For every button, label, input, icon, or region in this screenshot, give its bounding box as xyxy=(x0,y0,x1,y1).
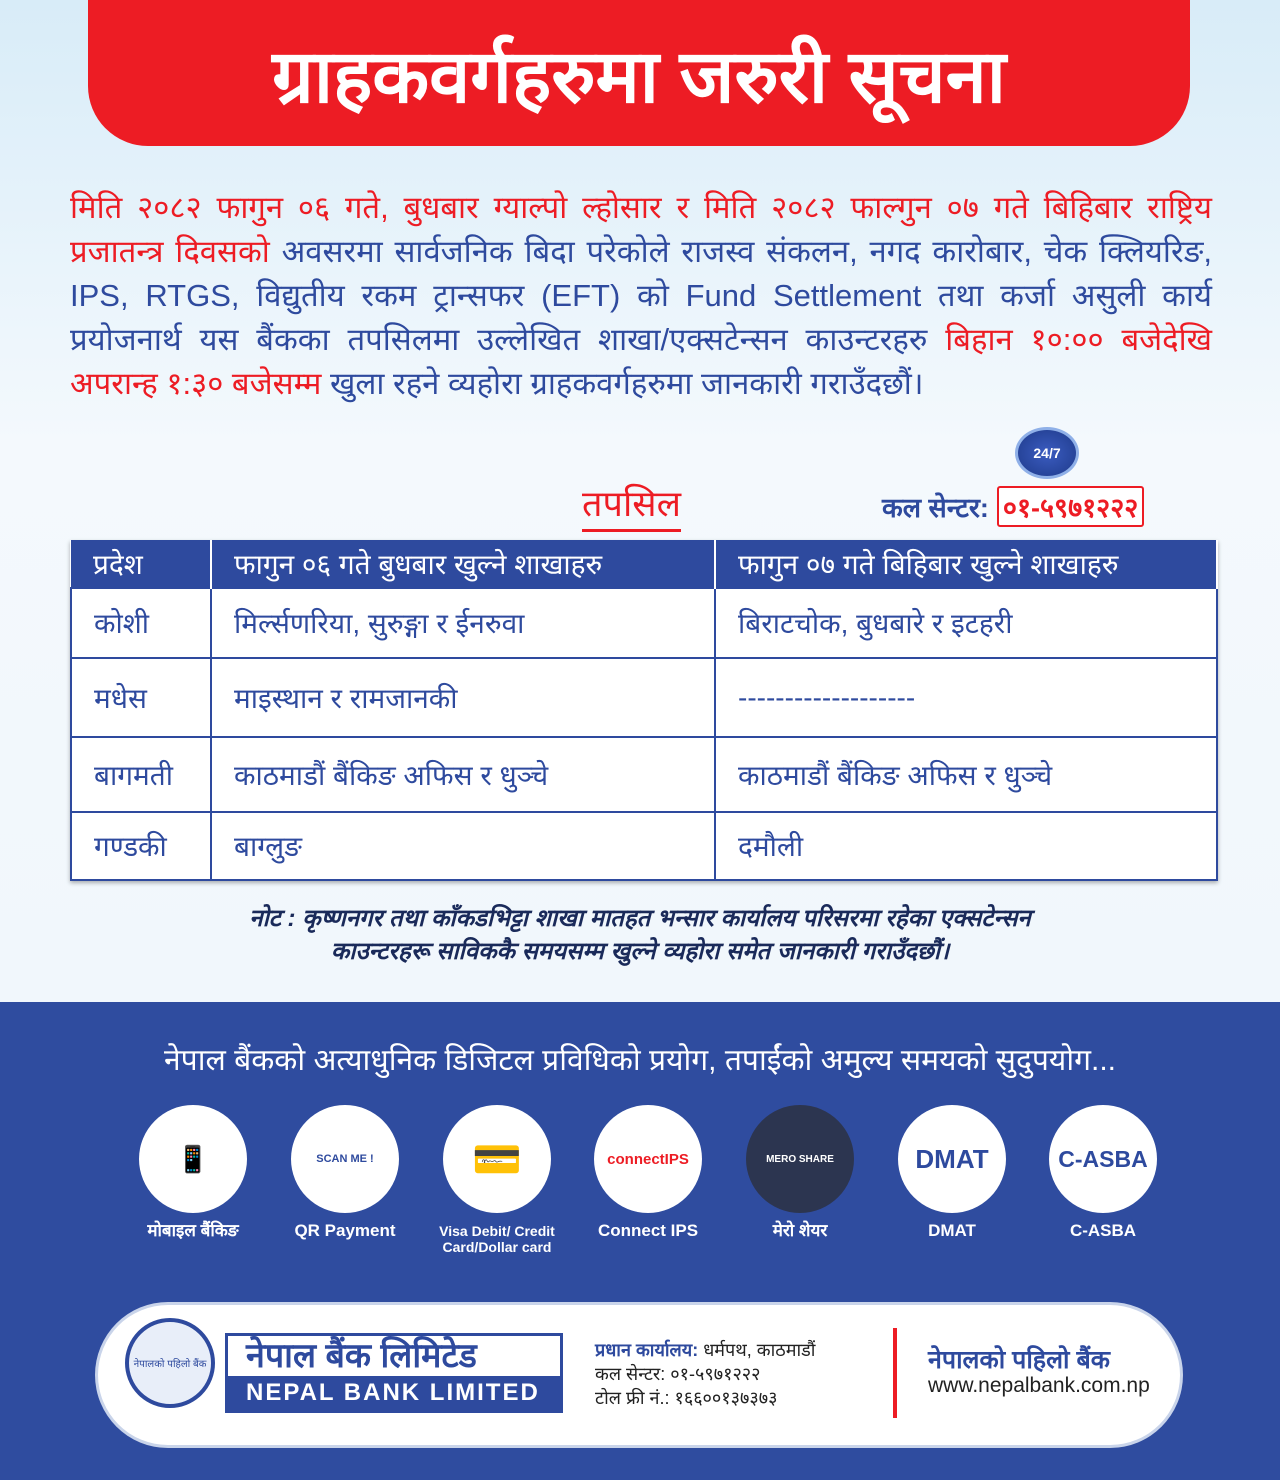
service-mobile-banking[interactable] xyxy=(118,1105,268,1239)
service-label: Visa Debit/ Credit Card/Dollar card xyxy=(439,1223,555,1255)
notice-body xyxy=(70,186,1212,406)
cell: गण्डकी xyxy=(71,812,211,880)
col-thursday: फागुन ०७ गते बिहिबार खुल्ने शाखाहरु xyxy=(715,540,1217,588)
opening-hours: बिहान १०:०० बजेदेखि अपरान्ह १:३० बजेसम्म xyxy=(70,322,1213,401)
cell: बागमती xyxy=(71,737,211,812)
cell: ------------------- xyxy=(715,658,1217,737)
slogan: नेपालको पहिलो बैंक xyxy=(928,1346,1110,1374)
service-label: मोबाइल बैंकिङ xyxy=(147,1221,239,1240)
hq-label: प्रधान कार्यालय: xyxy=(595,1340,699,1360)
cell: बिराटचोक, बुधबारे र इटहरी xyxy=(715,588,1217,658)
table-row xyxy=(71,812,1217,880)
contact-info xyxy=(595,1338,815,1410)
notice-text-end: खुला रहने व्यहोरा ग्राहकवर्गहरुमा जानकारी गराउँदछौं। xyxy=(321,366,924,401)
table-row xyxy=(71,588,1217,658)
service-dmat[interactable] xyxy=(877,1105,1027,1239)
cell: कोशी xyxy=(71,588,211,658)
divider xyxy=(893,1328,897,1418)
notice-text: अवसरमा सार्वजनिक बिदा परेकोले राजस्व संकलन, नगद कारोबार, चेक क्लियरिङ, IPS, RTGS, विद्युतीय रकम ट्रान्सफर (EFT) को Fund Settlement तथा कर्जा असुली कार्य प्रयोजनार्थ यस बैंकका तपसिलमा उल्लेखित शाखा/एक्सटेन्सन काउन्टरहरु xyxy=(70,234,1212,357)
service-cards[interactable] xyxy=(422,1105,572,1255)
note-line: नोट : कृष्णनगर तथा काँकडभिट्टा शाखा मातहत भन्सार कार्यालय परिसरमा रहेका एक्सटेन्सन xyxy=(249,905,1031,932)
service-label: DMAT xyxy=(928,1221,976,1240)
website-link[interactable]: www.nepalbank.com.np xyxy=(928,1374,1150,1397)
cell: दमौली xyxy=(715,812,1217,880)
card-icon: 💳 xyxy=(443,1105,551,1213)
tagline: नेपाल बैंकको अत्याधुनिक डिजिटल प्रविधिको प्रयोग, तपाईंको अमुल्य समयको सुदुपयोग... xyxy=(164,1044,1116,1077)
service-label: QR Payment xyxy=(294,1221,396,1240)
service-label: C-ASBA xyxy=(1069,1221,1137,1240)
connect-ips-icon: connectIPS xyxy=(594,1105,702,1213)
hq-address: धर्मपथ, काठमाडौं xyxy=(698,1340,816,1360)
service-c-asba[interactable] xyxy=(1028,1105,1178,1239)
service-label: Connect IPS xyxy=(597,1221,699,1240)
col-province: प्रदेश xyxy=(71,540,211,588)
note xyxy=(100,902,1180,968)
dmat-icon: DMAT xyxy=(898,1105,1006,1213)
call-center-number[interactable]: ०१-५९७१२२२ xyxy=(997,486,1144,527)
col-wednesday: फागुन ०६ गते बुधबार खुल्ने शाखाहरु xyxy=(211,540,715,588)
call-center-footer: कल सेन्टर: ०१-५९७१२२२ xyxy=(595,1364,761,1384)
call-center xyxy=(882,486,1144,527)
holiday-dates: मिति २०८२ फागुन ०६ गते, बुधबार ग्याल्पो ल्होसार र मिति २०८२ फाल्गुन ०७ गते बिहिबार राष्ट्रिय प्रजातन्त्र दिवसको xyxy=(70,190,1212,269)
bank-name-nepali: नेपाल बैंक लिमिटेड xyxy=(246,1337,477,1375)
note-line: काउन्टरहरू साविककै समयसम्म खुल्ने व्यहोरा समेत जानकारी गराउँदछौं। xyxy=(330,938,950,965)
cell: काठमाडौं बैंकिङ अफिस र धुञ्चे xyxy=(211,737,715,812)
branch-schedule-table xyxy=(70,540,1218,881)
toll-free: टोल फ्री नं.: १६६००१३७३७३ xyxy=(595,1388,778,1408)
qr-code-icon: SCAN ME ! xyxy=(291,1105,399,1213)
c-asba-icon: C-ASBA xyxy=(1049,1105,1157,1213)
mobile-phone-icon: 📱 xyxy=(139,1105,247,1213)
cell: मिर्ल्सणरिया, सुरुङ्गा र ईनरुवा xyxy=(211,588,715,658)
bank-seal-logo: नेपालको पहिलो बैंक xyxy=(125,1318,215,1408)
service-qr-payment[interactable] xyxy=(270,1105,420,1239)
call-center-label: कल सेन्टर: xyxy=(882,493,989,523)
table-row xyxy=(71,658,1217,737)
cell: बाग्लुङ xyxy=(211,812,715,880)
cell: काठमाडौं बैंकिङ अफिस र धुञ्चे xyxy=(715,737,1217,812)
notice-title: ग्राहकवर्गहरुमा जरुरी सूचना xyxy=(88,0,1190,146)
cell: मधेस xyxy=(71,658,211,737)
bank-name-english: NEPAL BANK LIMITED xyxy=(228,1376,560,1410)
mero-share-icon: MERO SHARE xyxy=(746,1105,854,1213)
table-row xyxy=(71,737,1217,812)
service-mero-share[interactable] xyxy=(725,1105,875,1239)
schedule-heading: तपसिल xyxy=(582,478,681,532)
24-7-icon: 24/7 xyxy=(1015,427,1079,479)
service-connect-ips[interactable] xyxy=(573,1105,723,1239)
service-label: मेरो शेयर xyxy=(772,1221,828,1240)
bank-name-logo xyxy=(225,1333,563,1413)
cell: माइस्थान र रामजानकी xyxy=(211,658,715,737)
table-header xyxy=(71,540,1217,588)
